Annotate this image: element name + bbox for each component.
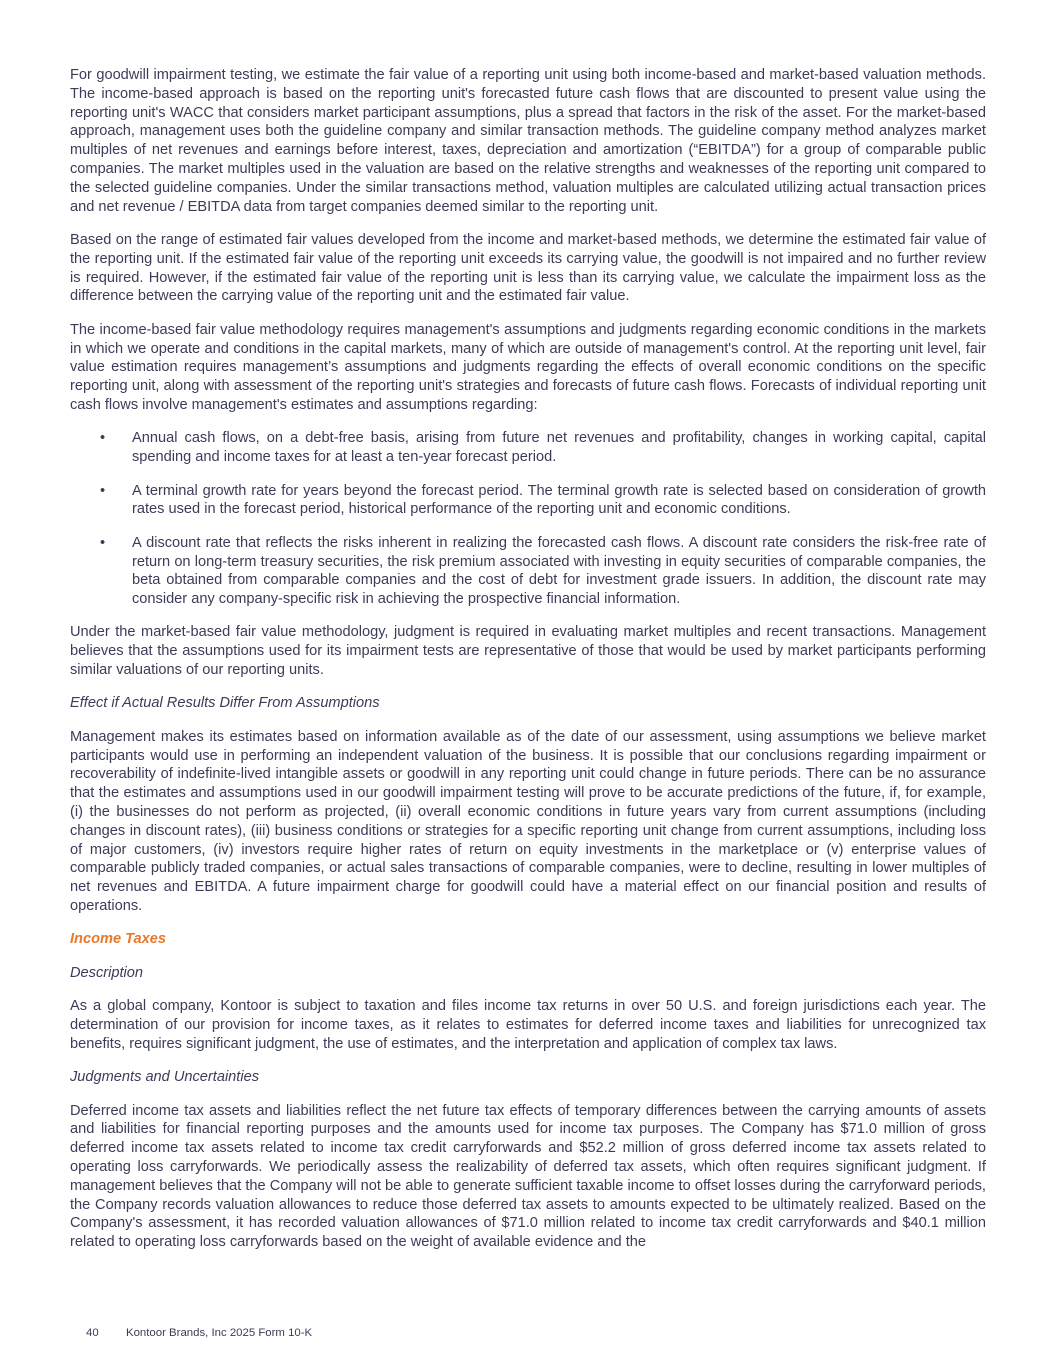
section-heading-income-taxes: Income Taxes	[70, 931, 166, 948]
paragraph-effect-if-results-differ: Management makes its estimates based on information available as of the date of our assessment, using assumptions we believe market participants would use in performing an independent valuation of the business. It is possible that our conclusions regarding impairment or recoverability of indefinite-lived intangible assets or goodwill in any reporting unit could change in future periods. There can be no assurance that the estimates and assumptions used in our goodwill impairment testing will prove to be accurate predictions of the future, if, for example, (i) the businesses do not perform as projected, (ii) overall economic conditions in future years vary from current assumptions (including changes in discount rates), (iii) business conditions or strategies for a specific reporting unit change from current assumptions, including loss of major customers, (iv) investors require higher rates of return on equity investments in the marketplace or (v) enterprise values of comparable publicly traded companies, or actual sales transactions of comparable companies, were to decline, resulting in lower multiples of net revenues and EBITDA. A future impairment charge for goodwill could have a material effect on our financial position and results of operations.	[70, 728, 986, 915]
page-footer	[86, 1327, 312, 1339]
bullet-item-discount-rate	[70, 534, 986, 609]
bullet-text: A terminal growth rate for years beyond the forecast period. The terminal growth rate is selected based on consideration of growth rates used in the forecast period, historical performance of the reporting unit and economic conditions.	[132, 482, 986, 518]
bullet-icon: •	[100, 430, 106, 447]
page-number: 40	[86, 1327, 99, 1339]
document-page	[70, 66, 986, 1267]
subheading-description: Description	[70, 964, 143, 981]
paragraph-fair-value-determination: Based on the range of estimated fair values developed from the income and market-based methods, we determine the estimated fair value of the reporting unit. If the estimated fair value of the reporting unit exceeds its carrying value, the goodwill is not impaired and no further review is required. However, if the estimated fair value of the reporting unit is less than its carrying value, we calculate the impairment loss as the difference between the carrying value of the reporting unit and the estimated fair value.	[70, 231, 986, 305]
bullet-text: Annual cash flows, on a debt-free basis, arising from future net revenues and profitability, changes in working capital, capital spending and income taxes for at least a ten-year forecast period.	[132, 430, 986, 466]
paragraph-goodwill-testing: For goodwill impairment testing, we estimate the fair value of a reporting unit using both income-based and market-based valuation methods. The income-based approach is based on the reporting unit's forecasted future cash flows that are discounted to present value using the reporting unit's WACC that considers market participant assumptions, plus a spread that factors in the risk of the asset. For the market-based approach, management uses both the guideline company and similar transaction methods. The guideline company method analyzes market multiples of net revenues and earnings before interest, taxes, depreciation and amortization (“EBITDA”) for a group of comparable public companies. The market multiples used in the valuation are based on the relative strengths and weaknesses of the reporting unit compared to the selected guideline companies. Under the similar transactions method, valuation multiples are calculated utilizing actual transaction prices and net revenue / EBITDA data from target companies deemed similar to the reporting unit.	[70, 67, 986, 215]
paragraph-income-taxes-description: As a global company, Kontoor is subject to taxation and files income tax returns in over 50 U.S. and foreign jurisdictions each year. The determination of our provision for income taxes, as it relates to estimates for deferred income taxes and liabilities for unrecognized tax benefits, requires significant judgment, the use of estimates, and the interpretation and application of complex tax laws.	[70, 998, 986, 1052]
subheading-effect-if-results-differ: Effect if Actual Results Differ From Assumptions	[70, 695, 380, 712]
bullet-item-terminal-growth-rate	[70, 482, 986, 520]
footer-document-title: Kontoor Brands, Inc 2025 Form 10-K	[126, 1327, 313, 1339]
paragraph-market-based-methodology: Under the market-based fair value methodology, judgment is required in evaluating market multiples and recent transactions. Management believes that the assumptions used for its impairment tests are representative of those that would be used by market participants performing similar valuations of our reporting units.	[70, 624, 986, 679]
assumptions-bullet-list	[70, 429, 986, 609]
bullet-icon: •	[100, 534, 106, 551]
paragraph-judgments-uncertainties: Deferred income tax assets and liabilities reflect the net future tax effects of temporary differences between the carrying amounts of assets and liabilities for financial reporting purposes and the amounts used for income tax purposes. The Company has $71.0 million of gross deferred income tax assets related to income tax credit carryforwards and $52.2 million of gross deferred income tax assets related to operating loss carryforwards. We periodically assess the realizability of deferred tax assets, which often requires significant judgment. If management believes that the Company will not be able to generate sufficient taxable income to offset losses during the carryforward periods, the Company records valuation allowances to reduce those deferred tax assets to amounts expected to be ultimately realized. Based on the Company's assessment, it has recorded valuation allowances of $71.0 million related to income tax credit carryforwards and $40.1 million related to operating loss carryforwards based on the weight of available evidence and the	[70, 1102, 986, 1251]
bullet-text: A discount rate that reflects the risks inherent in realizing the forecasted cash flows. A discount rate considers the risk-free rate of return on long-term treasury securities, the risk premium associated with investing in equity securities of comparable companies, the beta obtained from comparable companies and the cost of debt for investment grade issuers. In addition, the discount rate may consider any company-specific risk in achieving the prospective financial information.	[132, 534, 986, 608]
bullet-item-annual-cash-flows	[70, 429, 986, 467]
paragraph-income-based-methodology: The income-based fair value methodology requires management's assumptions and judgments regarding economic conditions in the markets in which we operate and conditions in the capital markets, many of which are outside of management's control. At the reporting unit level, fair value estimation requires management’s assumptions and judgments regarding the effects of overall economic conditions on the specific reporting unit, along with assessment of the reporting unit's strategies and forecasts of future cash flows. Forecasts of individual reporting unit cash flows involve management's estimates and assumptions regarding:	[70, 321, 986, 413]
subheading-judgments-uncertainties: Judgments and Uncertainties	[70, 1069, 260, 1086]
bullet-icon: •	[100, 482, 106, 499]
